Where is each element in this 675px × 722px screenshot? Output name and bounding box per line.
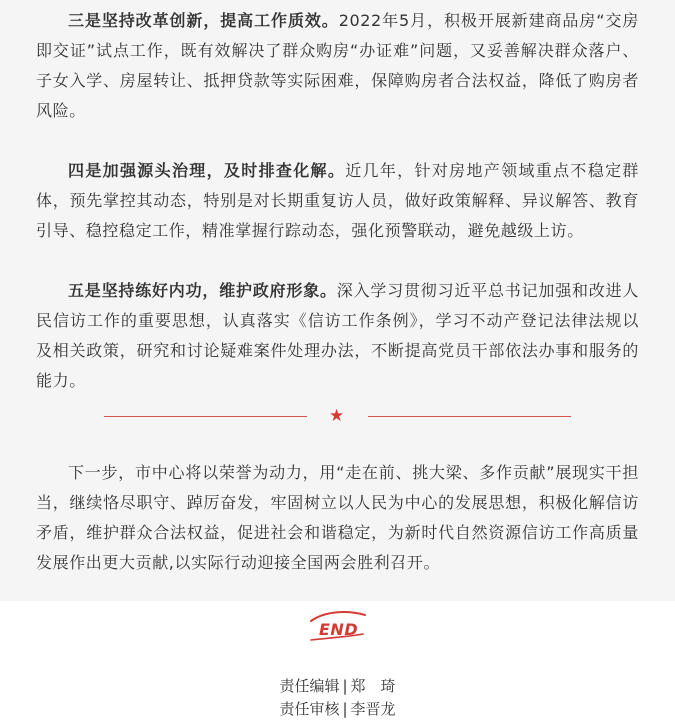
paragraph-text: 深入学习贯彻习近平总书记加强和改进人民信访工作的重要思想，认真落实《信访工作条例》，学习不动产登记法律法规以及相关政策，研究和讨论疑难案件处理办法，不断提高党员干部依法办事和服务的能力。	[36, 281, 639, 390]
paragraph-lead: 三是坚持改革创新，提高工作质效。	[68, 11, 339, 30]
paragraph-closing: 下一步，市中心将以荣誉为动力，用“走在前、挑大梁、多作贡献”展现实干担当，继续恪尽职守、踔厉奋发，牢固树立以人民为中心的发展思想，积极化解信访矛盾，维护群众合法权益，促进社会和谐稳定，为新时代自然资源信访工作高质量发展作出更大贡献,以实际行动迎接全国两会胜利召开。	[36, 463, 639, 572]
end-mark	[307, 609, 369, 643]
credit-editor	[0, 676, 675, 696]
credit-editor-label: 责任编辑	[279, 677, 340, 695]
paragraph-image	[36, 276, 639, 396]
end-label: END	[319, 620, 359, 639]
star-icon: ★	[329, 406, 345, 426]
credit-separator: |	[342, 700, 348, 718]
credit-separator: |	[342, 677, 348, 695]
paragraph-reform	[36, 6, 639, 126]
credit-reviewer	[0, 699, 675, 719]
divider-line-left	[104, 416, 307, 417]
paragraph-governance	[36, 156, 639, 246]
paragraph-text: 近几年，针对房地产领域重点不稳定群体，预先掌控其动态，特别是对长期重复访人员，做好政策解释、异议解答、教育引导、稳控稳定工作，精准掌握行踪动态，强化预警联动，避免越级上访。	[36, 161, 639, 240]
divider-line-right	[368, 416, 571, 417]
credit-reviewer-label: 责任审核	[279, 700, 340, 718]
paragraph-text: 2022年5月，积极开展新建商品房“交房即交证”试点工作，既有效解决了群众购房“办证难”问题，又妥善解决群众落户、子女入学、房屋转让、抵押贷款等实际困难，保障购房者合法权益，降低了购房者风险。	[36, 11, 639, 120]
credit-reviewer-name: 李晋龙	[350, 700, 396, 718]
section-divider	[0, 402, 675, 432]
article-footer	[0, 601, 675, 722]
paragraph-lead: 四是加强源头治理，及时排查化解。	[68, 161, 346, 180]
credit-editor-name: 郑 琦	[350, 677, 396, 695]
paragraph-lead: 五是坚持练好内功，维护政府形象。	[68, 281, 337, 300]
